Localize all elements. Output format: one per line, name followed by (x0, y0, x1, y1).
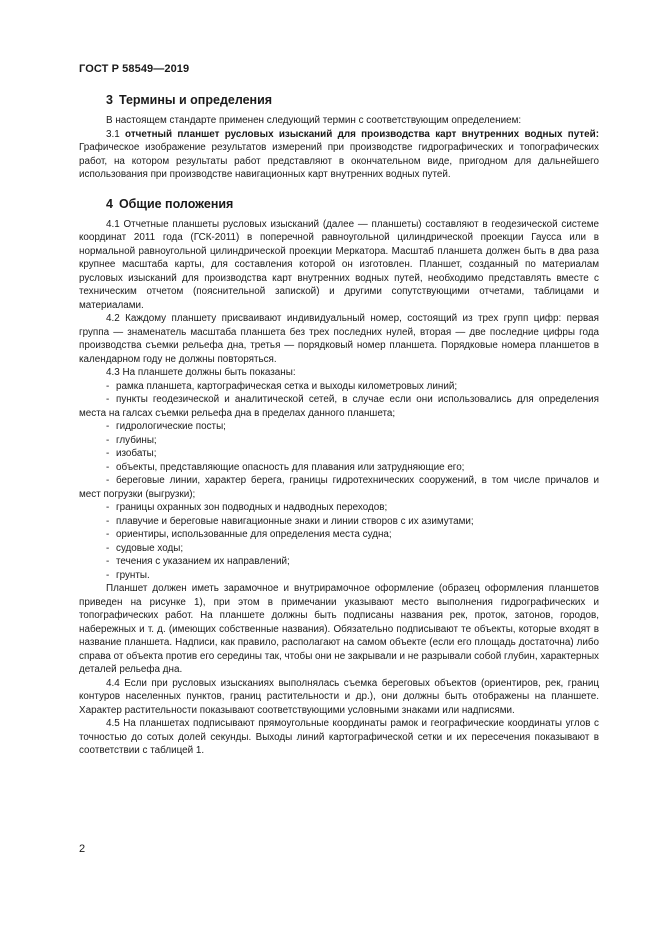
section-3-heading (106, 92, 599, 108)
paragraph-4-1: 4.1 Отчетные планшеты русловых изысканий (далее — планшеты) составляют в геодезической системе координат 2011 года (ГСК-2011) в поперечной равноугольной цилиндрической проекции Гаусса или в нормальной равноугольной цилиндрической проекции Меркатора. Масштаб планшета должен быть в два раза крупнее масштаба карты, для составления которой он изготовлен. Планшет, созданный по материалам русловых изысканий для производства карт внутренних водных путей, необходимо представлять вместе с техническим отчетом (пояснительной запиской) и другими сопутствующими отчетами, таблицами и материалами. (79, 218, 599, 311)
list-item: - изобаты; (106, 448, 157, 459)
section-3-intro: В настоящем стандарте применен следующий термин с соответствующим определением: (106, 115, 522, 126)
list-item: - грунты. (106, 569, 150, 581)
term-definition: Графическое изображение результатов измерений при производстве гидрографических и топографических работ, на котором результаты работ представляют в окончательном виде, пригодном для дальнейшего использования при производстве навигационных карт внутренних водных путей. (79, 142, 599, 180)
list-item: - судовые ходы; (106, 542, 184, 554)
page-number: 2 (79, 843, 86, 855)
term-number: 3.1 (106, 128, 120, 140)
section-4-title: Общие положения (118, 196, 234, 211)
paragraph-4-3-continuation: Планшет должен иметь зарамочное и внутрирамочное оформление (образец оформления планшетов приведен на рисунке 1), при этом в примечании указывают место выполнения гидрографических и топографических работ. На планшете должны быть подписаны названия рек, проток, затонов, городов, набережных и т. д. (имеющих собственные названия). Обязательно подписывают те объекты, которые входят в название планшета. Надписи, как правило, располагают на самом объекте (если его площадь достаточна) либо справа от объекта против его середины так, чтобы они не закрывали и не разрывали собой глубин, характерных деталей рельефа дна. (79, 583, 599, 675)
list-item: - гидрологические посты; (106, 421, 226, 432)
list-item: - объекты, представляющие опасность для плавания или затрудняющие его; (106, 461, 465, 473)
list-item: - рамка планшета, картографическая сетка и выходы километровых линий; (106, 380, 458, 392)
paragraph-4-5: 4.5 На планшетах подписывают прямоугольные координаты рамок и географические координаты углов с точностью до сотых долей секунды. Выходы линий картографической сетки и их пересечения показывают в соответствии с таблицей 1. (79, 718, 599, 756)
list-4-3 (79, 380, 599, 583)
paragraph-4-2: 4.2 Каждому планшету присваивают индивидуальный номер, состоящий из трех групп цифр: первая группа — знаменатель масштаба планшета без трех последних нулей, вторая — две последние цифры года производства съемки рельефа дна, третья — порядковый номер планшета. Порядковые номера планшетов в календарном году не должны повторяться. (79, 313, 599, 365)
list-item: - границы охранных зон подводных и надводных переходов; (106, 502, 388, 513)
document-header: ГОСТ Р 58549—2019 (79, 63, 190, 75)
document-body (79, 92, 599, 758)
section-3-title: Термины и определения (118, 93, 273, 107)
term-name: отчетный планшет русловых изысканий для производства карт внутренних водных путей: (125, 128, 599, 140)
list-item: - плавучие и береговые навигационные знаки и линии створов с их азимутами; (106, 515, 474, 527)
section-3-number: 3 (106, 93, 113, 107)
paragraph-4-3: 4.3 На планшете должны быть показаны: (106, 367, 296, 378)
list-item: - береговые линии, характер берега, границы гидротехнических сооружений, в том числе причалов и мест погрузки (выгрузки); (79, 475, 599, 500)
paragraph-4-4: 4.4 Если при русловых изысканиях выполнялась съемка береговых объектов (ориентиров, рек, границ контуров населенных пунктов, границ растительности и др.), они должны быть отображены на планшете. Характер растительности показывают соответствующими условными знаками или надписями. (79, 677, 599, 716)
list-item: - течения с указанием их направлений; (106, 556, 290, 567)
term-3-1 (79, 128, 599, 182)
section-4-number: 4 (106, 196, 113, 211)
list-item: - пункты геодезической и аналитической сетей, в случае если они использовались для определения места на галсах съемки рельефа дна в пределах данного планшета; (79, 394, 599, 419)
section-4-heading (106, 196, 599, 212)
list-item: - глубины; (106, 434, 157, 446)
list-item: - ориентиры, использованные для определения места судна; (106, 529, 392, 540)
